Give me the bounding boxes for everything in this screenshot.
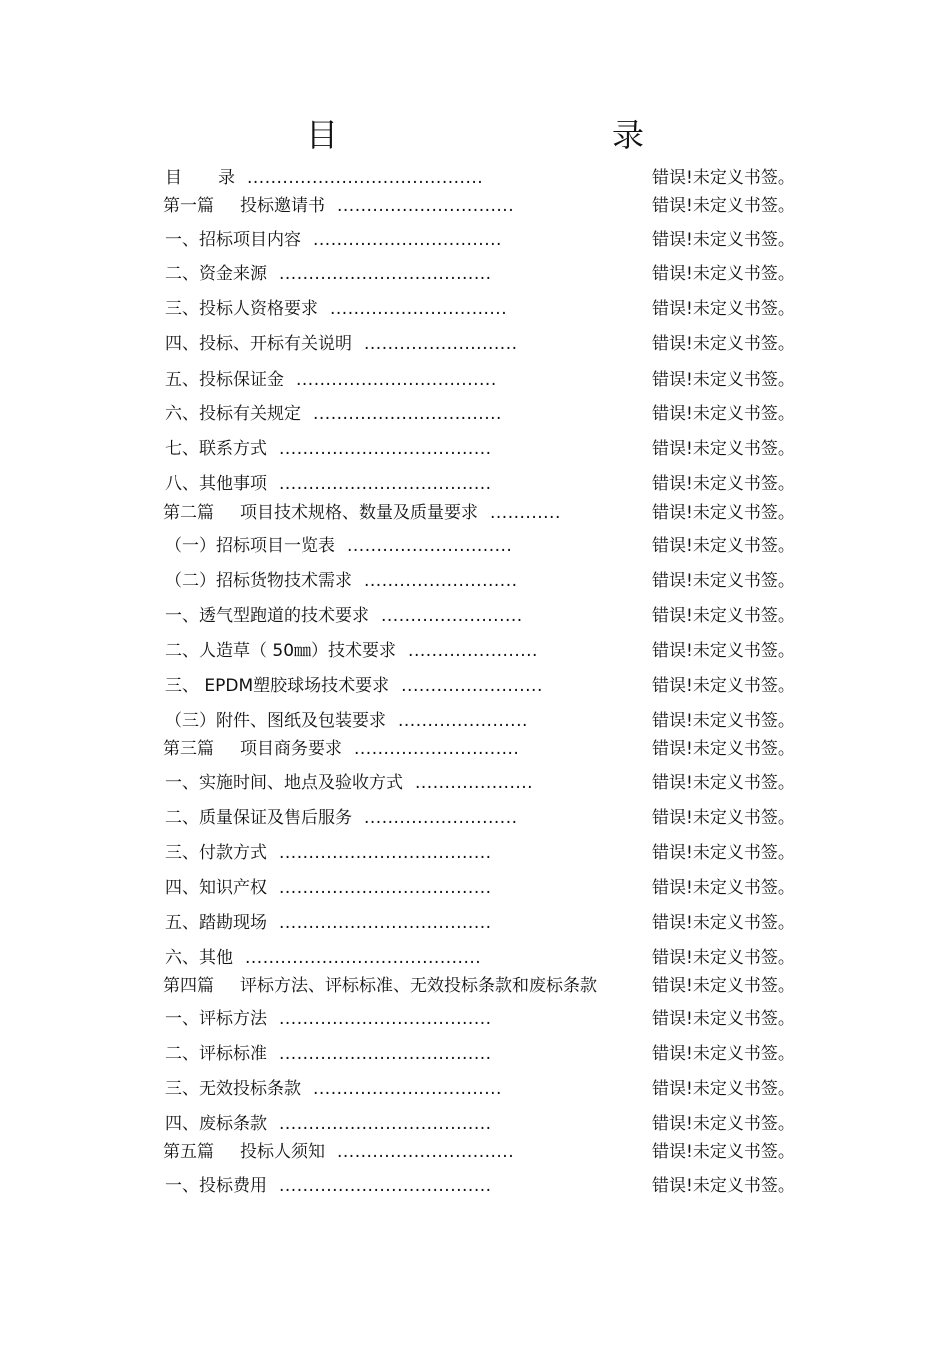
toc-leader-dots: .............................. [337,1142,515,1162]
toc-page-reference: 错误!未定义书签。 [652,739,795,759]
toc-entry[interactable] [163,974,609,998]
toc-entry-label: 七、联系方式 [165,439,267,459]
toc-entry-label: 一、招标项目内容 [165,230,301,250]
toc-leader-dots: ...................... [398,711,528,731]
toc-entry-label: 二、资金来源 [165,264,267,284]
toc-entry[interactable] [165,709,528,733]
toc-entry-label: 投标人须知 [240,1142,325,1162]
toc-leader-dots: .................................... [279,1176,492,1196]
toc-entry[interactable] [165,332,518,356]
toc-entry-label: 三、无效投标条款 [165,1079,301,1099]
toc-entry-label: 三、 EPDM塑胶球场技术要求 [165,676,390,696]
toc-entry-label: 四、知识产权 [165,878,267,898]
toc-page-reference: 错误!未定义书签。 [652,1009,795,1029]
toc-entry[interactable] [165,472,492,496]
toc-page-reference: 错误!未定义书签。 [652,808,795,828]
toc-entry-label: （三）附件、图纸及包装要求 [165,711,386,731]
toc-entry[interactable] [165,402,502,426]
toc-entry-label: 二、质量保证及售后服务 [165,808,352,828]
toc-entry[interactable] [165,639,538,663]
toc-leader-dots: .................... [415,773,534,793]
toc-entry-label: 一、实施时间、地点及验收方式 [165,773,403,793]
toc-entry-label: 四、废标条款 [165,1114,267,1134]
toc-entry[interactable] [165,166,483,190]
toc-leader-dots: .................................... [279,913,492,933]
toc-leader-dots: ................................ [313,230,502,250]
toc-page-reference: 错误!未定义书签。 [652,711,795,731]
toc-entry-number: 第二篇 [163,503,214,523]
toc-leader-dots: ................................ [313,404,502,424]
toc-entry-number: 第五篇 [163,1142,214,1162]
toc-page-reference: 错误!未定义书签。 [652,1044,795,1064]
toc-page-reference: 错误!未定义书签。 [652,641,795,661]
toc-entry[interactable] [163,1140,514,1164]
toc-entry[interactable] [165,297,507,321]
toc-leader-dots: .......................... [364,571,518,591]
toc-entry[interactable] [165,368,497,392]
toc-entry-label: 六、投标有关规定 [165,404,301,424]
toc-entry-label: 三、付款方式 [165,843,267,863]
toc-page-reference: 错误!未定义书签。 [652,474,795,494]
toc-page-reference: 错误!未定义书签。 [652,1114,795,1134]
toc-entry[interactable] [165,1174,492,1198]
toc-entry-label: 八、其他事项 [165,474,267,494]
toc-leader-dots: ........................ [381,606,523,626]
toc-entry[interactable] [165,534,512,558]
toc-entry[interactable] [165,1042,492,1066]
toc-leader-dots: ............ [490,503,561,523]
toc-entry-label: 项目技术规格、数量及质量要求 [240,503,478,523]
toc-entry[interactable] [163,737,519,761]
toc-entry-label: 一、评标方法 [165,1009,267,1029]
toc-leader-dots: ........................................ [247,168,484,188]
toc-page-reference: 错误!未定义书签。 [652,878,795,898]
toc-page-reference: 错误!未定义书签。 [652,1176,795,1196]
toc-leader-dots: .................................... [279,439,492,459]
toc-entry[interactable] [165,1077,502,1101]
toc-leader-dots: ............................ [347,536,513,556]
toc-leader-dots: .................................... [279,264,492,284]
page-title: 目 录 [305,116,714,154]
toc-entry-label: （二）招标货物技术需求 [165,571,352,591]
toc-page-reference: 错误!未定义书签。 [652,404,795,424]
toc-leader-dots: .......................... [364,334,518,354]
toc-entry-label: 录 [218,168,235,188]
toc-entry[interactable] [165,262,492,286]
toc-leader-dots: .................................... [279,474,492,494]
toc-page-reference: 错误!未定义书签。 [652,370,795,390]
toc-entry[interactable] [165,841,492,865]
toc-leader-dots: ........................ [401,676,543,696]
toc-entry-label: 项目商务要求 [240,739,342,759]
toc-entry[interactable] [165,876,492,900]
toc-entry[interactable] [165,1112,492,1136]
toc-entry-label: 评标方法、评标标准、无效投标条款和废标条款 [240,976,597,996]
toc-page-reference: 错误!未定义书签。 [652,976,795,996]
toc-page-reference: 错误!未定义书签。 [652,913,795,933]
toc-leader-dots: .................................... [279,1044,492,1064]
toc-page-reference: 错误!未定义书签。 [652,230,795,250]
toc-entry-label: 六、其他 [165,948,233,968]
toc-entry[interactable] [165,569,518,593]
toc-entry-label: 五、投标保证金 [165,370,284,390]
toc-entry-label: （一）招标项目一览表 [165,536,335,556]
toc-leader-dots: ...................... [408,641,538,661]
toc-entry[interactable] [165,437,492,461]
toc-leader-dots: .................................... [279,843,492,863]
toc-leader-dots: .............................. [337,196,515,216]
toc-leader-dots: .................................... [279,878,492,898]
toc-leader-dots: ........................................ [245,948,482,968]
toc-leader-dots: ............................ [354,739,520,759]
toc-page-reference: 错误!未定义书签。 [652,606,795,626]
toc-leader-dots: .................................. [296,370,497,390]
toc-leader-dots: .................................... [279,1009,492,1029]
toc-entry-label: 五、踏勘现场 [165,913,267,933]
toc-entry[interactable] [163,194,514,218]
toc-entry-number: 第一篇 [163,196,214,216]
toc-page-reference: 错误!未定义书签。 [652,948,795,968]
toc-entry-label: 一、透气型跑道的技术要求 [165,606,369,626]
toc-leader-dots: ................................ [313,1079,502,1099]
toc-entry[interactable] [163,501,561,525]
toc-entry-number: 第四篇 [163,976,214,996]
toc-entry-number: 目 [165,168,182,188]
toc-page-reference: 错误!未定义书签。 [652,676,795,696]
toc-entry[interactable] [165,806,518,830]
toc-page-reference: 错误!未定义书签。 [652,773,795,793]
toc-page-reference: 错误!未定义书签。 [652,299,795,319]
toc-page-reference: 错误!未定义书签。 [652,439,795,459]
toc-entry[interactable] [165,1007,492,1031]
toc-page-reference: 错误!未定义书签。 [652,264,795,284]
toc-leader-dots: .......................... [364,808,518,828]
toc-page-reference: 错误!未定义书签。 [652,843,795,863]
toc-page-reference: 错误!未定义书签。 [652,168,795,188]
toc-page-reference: 错误!未定义书签。 [652,196,795,216]
toc-entry[interactable] [165,674,543,698]
toc-entry-label: 二、评标标准 [165,1044,267,1064]
toc-page-reference: 错误!未定义书签。 [652,1142,795,1162]
toc-page-reference: 错误!未定义书签。 [652,1079,795,1099]
toc-page-reference: 错误!未定义书签。 [652,571,795,591]
toc-page-reference: 错误!未定义书签。 [652,503,795,523]
toc-page-reference: 错误!未定义书签。 [652,334,795,354]
toc-entry[interactable] [165,604,523,628]
toc-entry-label: 四、投标、开标有关说明 [165,334,352,354]
toc-page-reference: 错误!未定义书签。 [652,536,795,556]
toc-entry-label: 二、人造草（ 50㎜）技术要求 [165,641,397,661]
toc-entry-number: 第三篇 [163,739,214,759]
toc-entry[interactable] [165,911,492,935]
toc-entry[interactable] [165,946,481,970]
toc-leader-dots: .............................. [330,299,508,319]
toc-entry[interactable] [165,771,533,795]
toc-entry-label: 投标邀请书 [240,196,325,216]
toc-entry[interactable] [165,228,502,252]
toc-entry-label: 三、投标人资格要求 [165,299,318,319]
toc-leader-dots: .................................... [279,1114,492,1134]
toc-entry-label: 一、投标费用 [165,1176,267,1196]
